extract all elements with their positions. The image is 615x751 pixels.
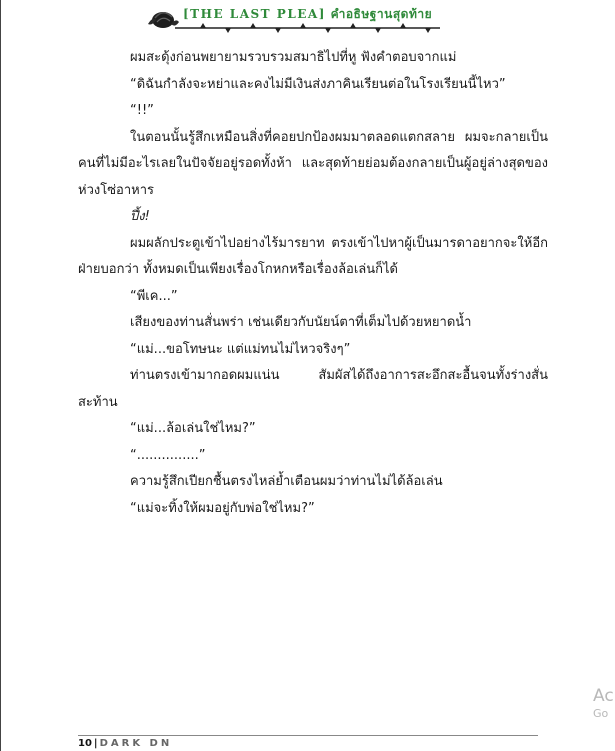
page-footer bbox=[78, 738, 172, 749]
book-title-english: [THE LAST PLEA] bbox=[183, 7, 326, 21]
paragraph: “...............” bbox=[130, 447, 206, 463]
book-title-thai: คำอธิษฐานสุดท้าย bbox=[330, 7, 433, 21]
paragraph: “แม่จะทิ้งให้ผมอยู่กับพ่อใช่ไหม?” bbox=[130, 500, 315, 516]
paragraph: “!!” bbox=[130, 103, 154, 118]
rose-icon bbox=[148, 12, 179, 28]
paragraph: “พีเค...” bbox=[130, 288, 178, 304]
footer-label: DARK DN bbox=[99, 738, 173, 749]
paragraph: ความรู้สึกเปียกชื้นตรงไหล่ย้ำเตือนผมว่าท่านไม่ได้ล้อเล่น bbox=[130, 474, 443, 489]
watermark-line-1: Ac bbox=[593, 686, 614, 706]
activation-watermark bbox=[593, 685, 614, 721]
footer-separator: | bbox=[93, 738, 98, 749]
paragraph: ปึ้ง! bbox=[130, 209, 150, 224]
paragraph: “แม่...ล้อเล่นใช่ไหม?” bbox=[130, 421, 256, 436]
page-number: 10 bbox=[78, 738, 92, 749]
paragraph: ผมสะดุ้งก่อนพยายามรวบรวมสมาธิไปที่หู ฟังคำตอบจากแม่ bbox=[130, 50, 457, 65]
footer-divider bbox=[78, 735, 538, 736]
paragraph: ท่านตรงเข้ามากอดผมแน่น สัมผัสได้ถึงอาการสะอึกสะอื้นจนทั้งร่างสั่นสะท้าน bbox=[78, 368, 548, 410]
paragraph: เสียงของท่านสั่นพร่า เช่นเดียวกับนัยน์ตาที่เต็มไปด้วยหยาดน้ำ bbox=[130, 315, 472, 330]
paragraph: ในตอนนั้นรู้สึกเหมือนสิ่งที่คอยปกป้องผมมาตลอดแตกสลาย ผมจะกลายเป็นคนที่ไม่มีอะไรเลยในปัจจัยอยู่รอดทั้งห้า และสุดท้ายย่อมต้องกลายเป็นผู้อยู่ล่างสุดของห่วงโซ่อาหาร bbox=[78, 129, 548, 198]
page-left-border bbox=[0, 0, 1, 751]
paragraph: “แม่...ขอโทษนะ แต่แม่ทนไม่ไหวจริงๆ” bbox=[130, 341, 351, 357]
header-banner bbox=[145, 2, 445, 34]
paragraph: “ดิฉันกำลังจะหย่าและคงไม่มีเงินส่งภาคินเรียนต่อในโรงเรียนนี้ไหว” bbox=[130, 76, 506, 92]
watermark-line-2: Go bbox=[593, 707, 609, 720]
book-title-banner bbox=[183, 5, 432, 24]
page-body bbox=[78, 45, 548, 522]
paragraph: ผมผลักประตูเข้าไปอย่างไร้มารยาท ตรงเข้าไปหาผู้เป็นมารดาอยากจะให้อีกฝ่ายบอกว่า ทั้งหมดเป็นเพียงเรื่องโกหกหรือเรื่องล้อเล่นก็ได้ bbox=[78, 235, 548, 277]
